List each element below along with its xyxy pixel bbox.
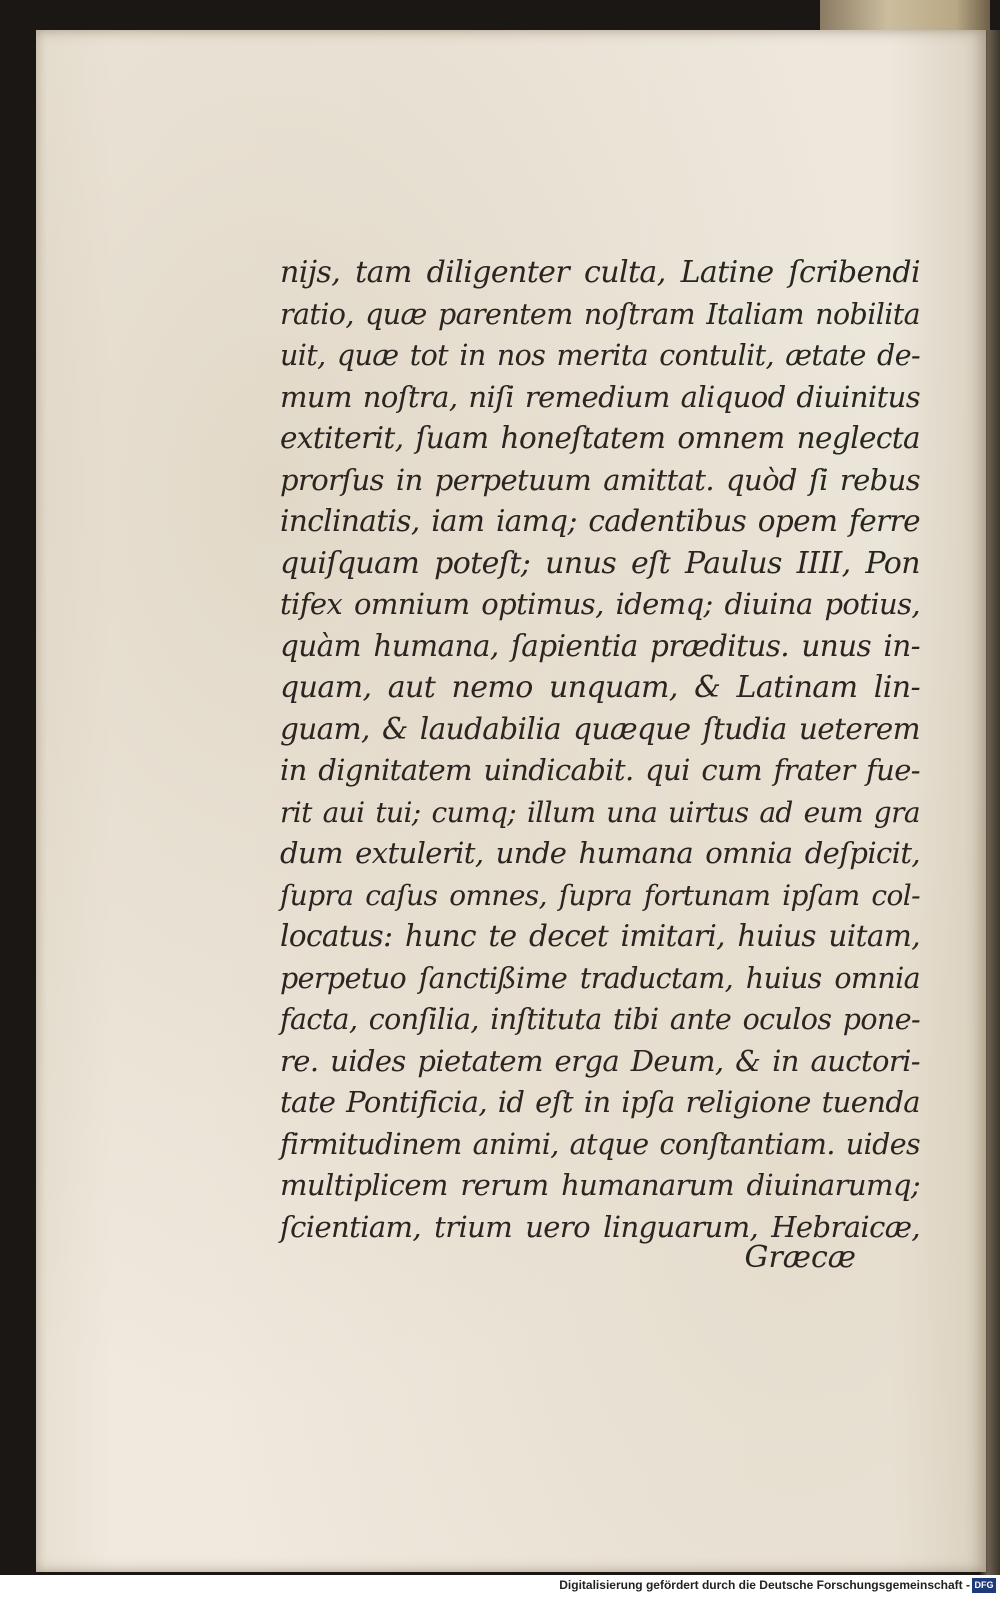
text-line: ſupra caſus omnes, ſupra fortunam ipſam col- <box>280 878 920 912</box>
text-line: ratio, quæ parentem noſtram Italiam nobilita <box>280 297 920 331</box>
text-line: dum extulerit, unde humana omnia deſpicit, <box>280 836 920 870</box>
text-line: guam, & laudabilia quæque ſtudia ueterem <box>280 711 920 746</box>
text-line: multiplicem rerum humanarum diuinarumq; <box>280 1168 920 1202</box>
text-line: tifex omnium optimus, idemq; diuina potius, <box>280 587 920 621</box>
footer-bar <box>0 1575 1000 1597</box>
dfg-logo: DFG <box>972 1578 996 1593</box>
text-line: mum noſtra, niſi remedium aliquod diuinitus <box>280 379 920 414</box>
text-block <box>280 252 920 1248</box>
text-line: in dignitatem uindicabit. qui cum frater fue- <box>280 753 920 787</box>
text-line: ſcientiam, trium uero linguarum, Hebraicæ, <box>280 1209 920 1244</box>
book-page <box>36 30 986 1572</box>
text-line: quàm humana, ſapientia præditus. unus in- <box>280 628 920 663</box>
text-line: inclinatis, iam iamq; cadentibus opem ferre <box>280 504 920 538</box>
text-line: locatus: hunc te decet imitari, huius uitam, <box>280 919 920 953</box>
text-line: facta, conſilia, inſtituta tibi ante oculos pone- <box>280 1003 920 1036</box>
text-line: nijs, tam diligenter culta, Latine ſcribendi <box>280 255 920 290</box>
text-line: quiſquam poteſt; unus eſt Paulus IIII, Pon <box>280 545 920 581</box>
text-line: firmitudinem animi, atque conſtantiam. uides <box>280 1127 920 1161</box>
text-line: prorſus in perpetuum amittat. quòd ſi rebus <box>280 462 920 497</box>
catchword: Græcæ <box>744 1240 856 1275</box>
text-line: rit aui tui; cumq; illum una uirtus ad eum gra <box>280 795 920 829</box>
text-line: extiterit, ſuam honeſtatem omnem neglecta <box>280 421 920 455</box>
text-line: quam, aut nemo unquam, & Latinam lin- <box>280 670 920 705</box>
text-line: re. uides pietatem erga Deum, & in auctori- <box>280 1043 920 1078</box>
text-line: perpetuo ſanctißime traductam, huius omnia <box>280 961 920 995</box>
text-line: tate Pontificia, id eſt in ipſa religione tuenda <box>280 1085 920 1119</box>
footer-credit: Digitalisierung gefördert durch die Deutsche Forschungsgemeinschaft - <box>559 1578 970 1592</box>
text-line: uit, quæ tot in nos merita contulit, ætate de- <box>280 339 920 372</box>
